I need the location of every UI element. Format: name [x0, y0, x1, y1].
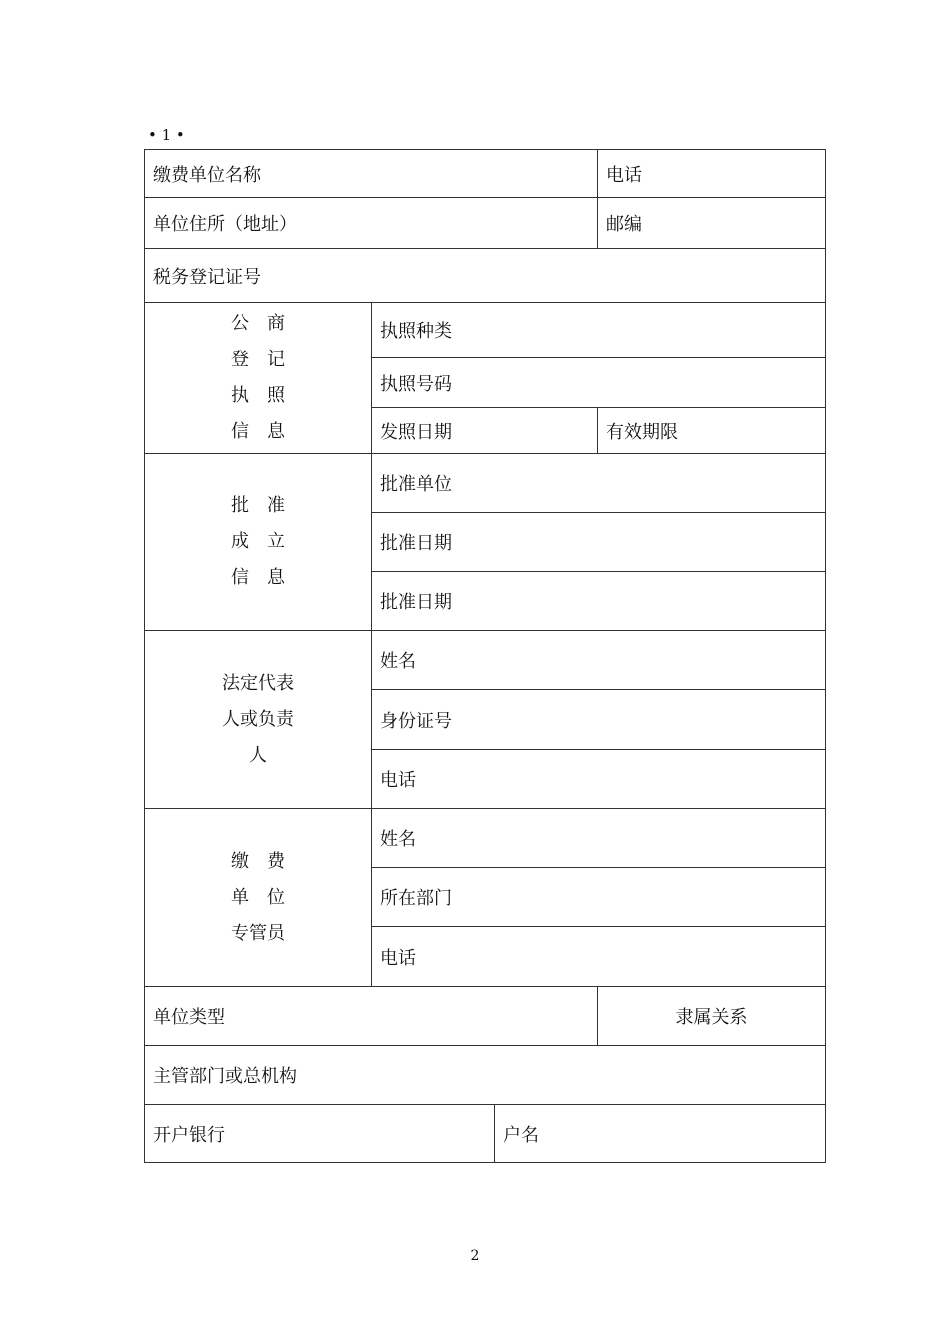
license-type-field[interactable]: 执照种类 — [372, 303, 826, 358]
officer-label-line: 专管员 — [231, 922, 285, 944]
biz-license-label-line: 执 照 — [231, 385, 285, 406]
issue-date-field[interactable]: 发照日期 — [372, 408, 598, 454]
valid-period-field[interactable]: 有效期限 — [598, 408, 826, 454]
page-marker: • 1 • — [148, 126, 185, 144]
officer-label — [145, 809, 372, 987]
license-no-field[interactable]: 执照号码 — [372, 358, 826, 408]
officer-label-line: 缴 费 — [231, 850, 285, 872]
legal-rep-label-line: 人 — [249, 744, 267, 766]
legal-rep-label-line: 人或负责 — [222, 708, 294, 730]
unit-name-field[interactable]: 缴费单位名称 — [145, 150, 598, 198]
approval-unit-field[interactable]: 批准单位 — [372, 454, 826, 513]
bank-field[interactable]: 开户银行 — [145, 1105, 495, 1163]
biz-license-label-line: 公 商 — [231, 313, 285, 334]
legal-rep-label-line: 法定代表 — [222, 672, 294, 694]
account-name-field[interactable]: 户名 — [495, 1105, 826, 1163]
officer-label-line: 单 位 — [231, 886, 285, 908]
postcode-field[interactable]: 邮编 — [598, 198, 826, 249]
approval-date-field[interactable]: 批准日期 — [372, 513, 826, 572]
legal-rep-phone-field[interactable]: 电话 — [372, 750, 826, 809]
registration-form — [144, 149, 826, 1163]
biz-license-label — [145, 303, 372, 454]
approval-label-line: 成 立 — [231, 531, 285, 552]
biz-license-label-line: 信 息 — [231, 421, 285, 442]
approval-label-line: 信 息 — [231, 567, 285, 588]
tax-reg-field[interactable]: 税务登记证号 — [145, 249, 826, 303]
officer-name-field[interactable]: 姓名 — [372, 809, 826, 868]
officer-phone-field[interactable]: 电话 — [372, 927, 826, 987]
affiliation-field[interactable]: 隶属关系 — [598, 987, 826, 1046]
page-number: 2 — [470, 1248, 480, 1264]
unit-type-field[interactable]: 单位类型 — [145, 987, 598, 1046]
approval-label — [145, 454, 372, 631]
legal-rep-label — [145, 631, 372, 809]
approval-date-field-2[interactable]: 批准日期 — [372, 572, 826, 631]
supervisor-field[interactable]: 主管部门或总机构 — [145, 1046, 826, 1105]
legal-rep-name-field[interactable]: 姓名 — [372, 631, 826, 690]
legal-rep-id-field[interactable]: 身份证号 — [372, 690, 826, 750]
biz-license-label-line: 登 记 — [231, 349, 285, 370]
unit-address-field[interactable]: 单位住所（地址） — [145, 198, 598, 249]
officer-department-field[interactable]: 所在部门 — [372, 868, 826, 927]
phone-field[interactable]: 电话 — [598, 150, 826, 198]
approval-label-line: 批 准 — [231, 495, 285, 516]
